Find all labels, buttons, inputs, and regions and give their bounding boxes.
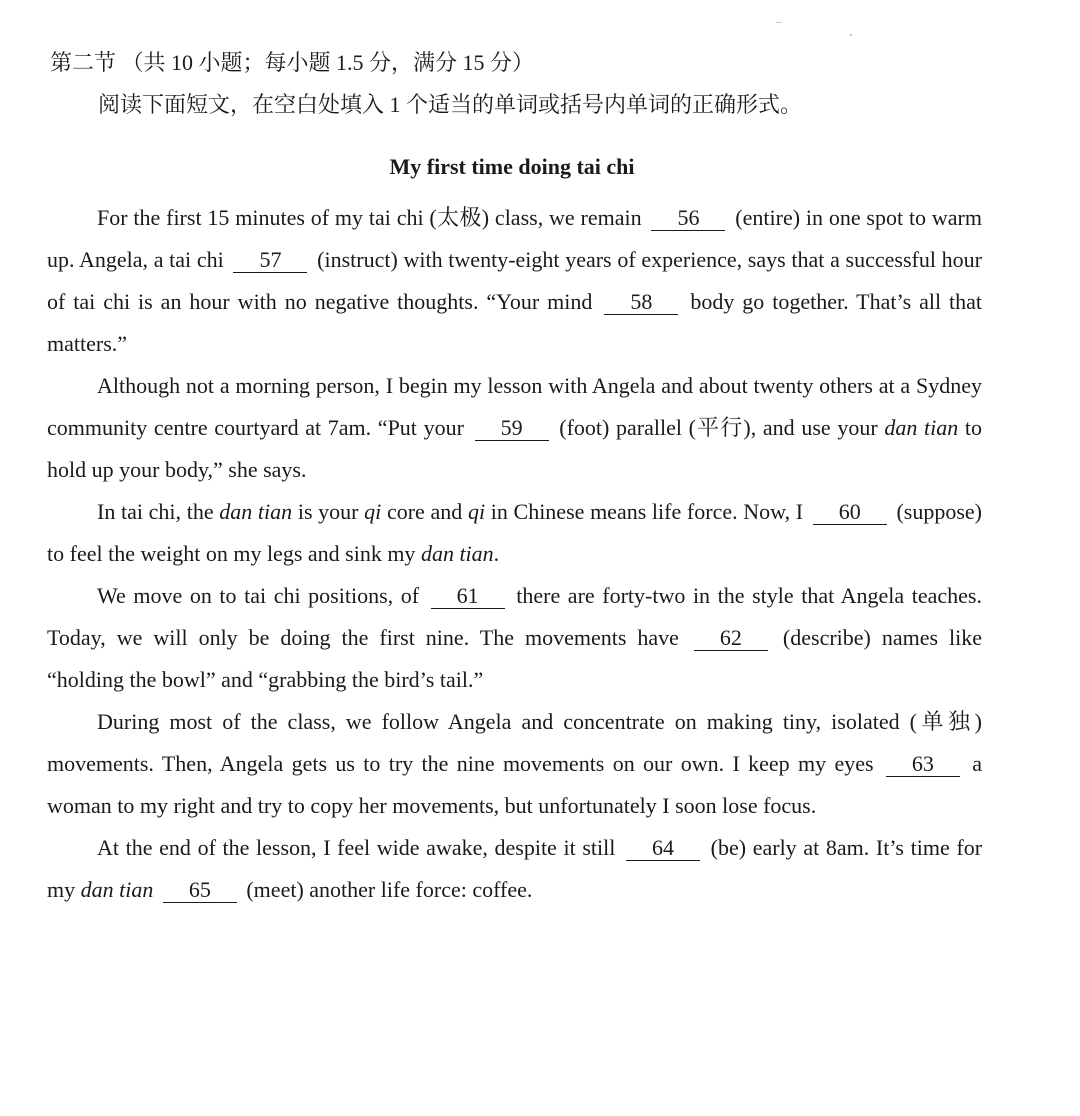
passage-text: core and — [386, 499, 463, 524]
paragraph-6 — [47, 827, 982, 911]
italic-term: dan tian — [884, 415, 959, 440]
blank-58: 58 — [604, 290, 678, 315]
italic-term: dan tian — [80, 877, 154, 902]
paragraph-2 — [47, 365, 982, 491]
passage-text: . — [493, 541, 500, 566]
passage-text: (be) early at 8am. It’s time for my — [47, 835, 983, 902]
passage-text: For the first 15 minutes of my tai chi (太极) class, we remain — [97, 205, 642, 230]
passage-text: in Chinese means life force. Now, I — [490, 499, 804, 524]
passage-text: a woman to my right and try to copy her movements, but unfortunately I soon lose focus. — [47, 751, 982, 818]
italic-term: dan tian — [420, 541, 494, 566]
passage-text: (entire) in one spot to warm up. Angela, a tai chi — [47, 205, 982, 272]
passage-text: Although not a morning person, I begin my lesson with Angela and about twenty others at a Sydney community centre courtyard at 7am. “Put your — [47, 373, 982, 440]
passage-text: to hold up your body,” she says. — [47, 415, 983, 482]
passage-text: there are forty-two in the style that Angela teaches. Today, we will only be doing the first nine. The movements have — [47, 583, 982, 650]
paragraph-3 — [47, 491, 982, 575]
blank-56: 56 — [651, 206, 725, 231]
passage-text: (instruct) with twenty-eight years of experience, says that a successful hour of tai chi is an hour with no negative thoughts. “Your mind — [47, 247, 982, 314]
passage-text: (meet) another life force: coffee. — [246, 877, 533, 902]
section-label: 第二节 — [50, 50, 117, 75]
italic-term: qi — [364, 499, 382, 524]
passage-text: (foot) parallel (平行), and use your — [559, 415, 878, 440]
section-info: （共 10 小题；每小题 1.5 分，满分 15 分） — [121, 50, 535, 75]
blank-57: 57 — [233, 248, 307, 273]
section-header — [50, 48, 534, 78]
paragraph-5 — [47, 701, 982, 827]
italic-term: qi — [467, 499, 486, 524]
blank-65: 65 — [163, 878, 237, 903]
scan-speck — [850, 34, 852, 36]
passage-text: During most of the class, we follow Angela and concentrate on making tiny, isolated (单独) movements. Then, Angela gets us to try the nine movements on our own. I keep my eyes — [47, 709, 982, 776]
passage-title: My first time doing tai chi — [389, 154, 635, 179]
passage-text: At the end of the lesson, I feel wide awake, despite it still — [97, 835, 616, 860]
blank-61: 61 — [431, 584, 505, 609]
paragraph-4 — [47, 575, 982, 701]
passage-text: We move on to tai chi positions, of — [97, 583, 420, 608]
scan-speck — [776, 22, 782, 23]
passage-text: body go together. That’s all that matters.” — [47, 289, 983, 356]
instruction-text: 阅读下面短文，在空白处填入 1 个适当的单词或括号内单词的正确形式。 — [98, 92, 803, 117]
passage-text: is your — [297, 499, 359, 524]
italic-term: dan tian — [219, 499, 293, 524]
passage-body — [47, 197, 982, 911]
blank-62: 62 — [694, 626, 768, 651]
blank-63: 63 — [886, 752, 960, 777]
passage-text: In tai chi, the — [97, 499, 214, 524]
blank-64: 64 — [626, 836, 700, 861]
blank-60: 60 — [813, 500, 887, 525]
passage-text: (suppose) to feel the weight on my legs and sink my — [47, 499, 983, 566]
passage-text: (describe) names like “holding the bowl” and “grabbing the bird’s tail.” — [47, 625, 983, 692]
blank-59: 59 — [475, 416, 549, 441]
paragraph-1 — [47, 197, 982, 365]
